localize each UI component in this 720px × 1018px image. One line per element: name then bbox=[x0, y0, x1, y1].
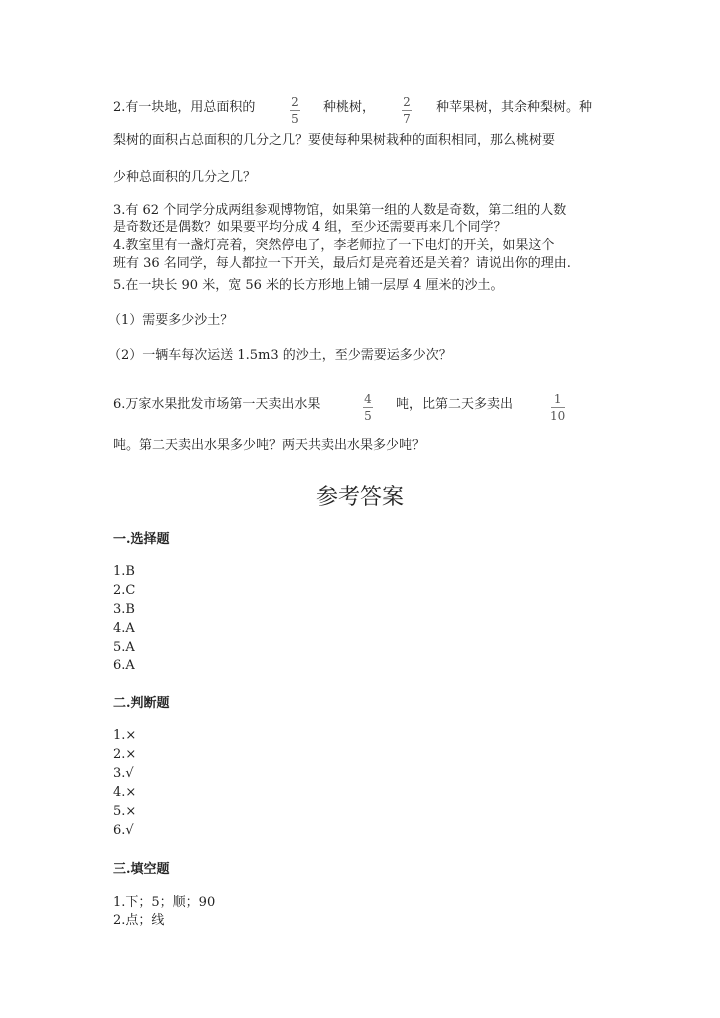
section-heading: 二.判断题 bbox=[113, 696, 170, 711]
fraction-2-5 bbox=[290, 95, 300, 126]
q6-line2: 吨。第二天卖出水果多少吨？两天共卖出水果多少吨？ bbox=[113, 438, 426, 453]
numerator: 2 bbox=[403, 95, 411, 109]
answer-item: 1.下；5；顺；90 bbox=[113, 895, 216, 910]
answer-item: 2.点；线 bbox=[113, 913, 165, 928]
section-heading: 三.填空题 bbox=[113, 862, 170, 877]
section-heading: 一.选择题 bbox=[113, 532, 170, 547]
q3-line1: 3.有 62 个同学分成两组参观博物馆，如果第一组的人数是奇数，第二组的人数 bbox=[113, 203, 567, 218]
answer-item: 1.× bbox=[113, 728, 137, 743]
q2-text-c: 种苹果树，其余种梨树。种 bbox=[436, 100, 593, 115]
numerator: 1 bbox=[553, 392, 562, 406]
q4-line2: 班有 36 名同学，每人都拉一下开关，最后灯是亮着还是关着？请说出你的理由. bbox=[113, 256, 571, 271]
answer-item: 2.C bbox=[113, 583, 136, 598]
q2-text-b: 种桃树， bbox=[323, 100, 376, 115]
answer-item: 2.× bbox=[113, 747, 137, 762]
q5-sub1: （1）需要多少沙土？ bbox=[108, 313, 234, 328]
q5-sub2: （2）一辆车每次运送 1.5m3 的沙土，至少需要运多少次？ bbox=[108, 348, 452, 363]
fraction-1-10 bbox=[550, 392, 565, 423]
denominator: 7 bbox=[403, 112, 411, 126]
answer-item: 6.A bbox=[113, 658, 135, 673]
numerator: 4 bbox=[364, 392, 372, 406]
fraction-4-5 bbox=[363, 392, 373, 423]
answer-item: 3.B bbox=[113, 602, 135, 617]
q2-line2: 梨树的面积占总面积的几分之几？要使每种果树栽种的面积相同，那么桃树要 bbox=[113, 133, 556, 148]
q6-text-b: 吨，比第二天多卖出 bbox=[396, 397, 514, 412]
denominator: 5 bbox=[364, 409, 372, 423]
answer-item: 4.× bbox=[113, 785, 137, 800]
denominator: 5 bbox=[291, 112, 299, 126]
q3-line2: 是奇数还是偶数？如果要平均分成 4 组，至少还需要再来几个同学？ bbox=[113, 220, 507, 235]
answer-item: 1.B bbox=[113, 564, 135, 579]
q2-line1 bbox=[113, 99, 255, 117]
q6-text-a: 6.万家水果批发市场第一天卖出水果 bbox=[113, 397, 321, 412]
denominator: 10 bbox=[550, 409, 566, 423]
q5-line1: 5.在一块长 90 米，宽 56 米的长方形地上铺一层厚 4 厘米的沙土。 bbox=[113, 278, 504, 293]
numerator: 2 bbox=[291, 95, 299, 109]
fraction-2-7 bbox=[402, 95, 412, 126]
answers-title: 参考答案 bbox=[315, 485, 404, 510]
answer-item: 4.A bbox=[113, 621, 135, 636]
q4-line1: 4.教室里有一盏灯亮着，突然停电了，李老师拉了一下电灯的开关，如果这个 bbox=[113, 238, 555, 253]
answer-item: 6.√ bbox=[113, 823, 134, 838]
answer-item: 3.√ bbox=[113, 766, 134, 781]
text: 2.有一块地，用总面积的 bbox=[113, 100, 256, 115]
answer-item: 5.× bbox=[113, 804, 137, 819]
answer-item: 5.A bbox=[113, 640, 135, 655]
q2-line3: 少种总面积的几分之几？ bbox=[113, 170, 257, 185]
